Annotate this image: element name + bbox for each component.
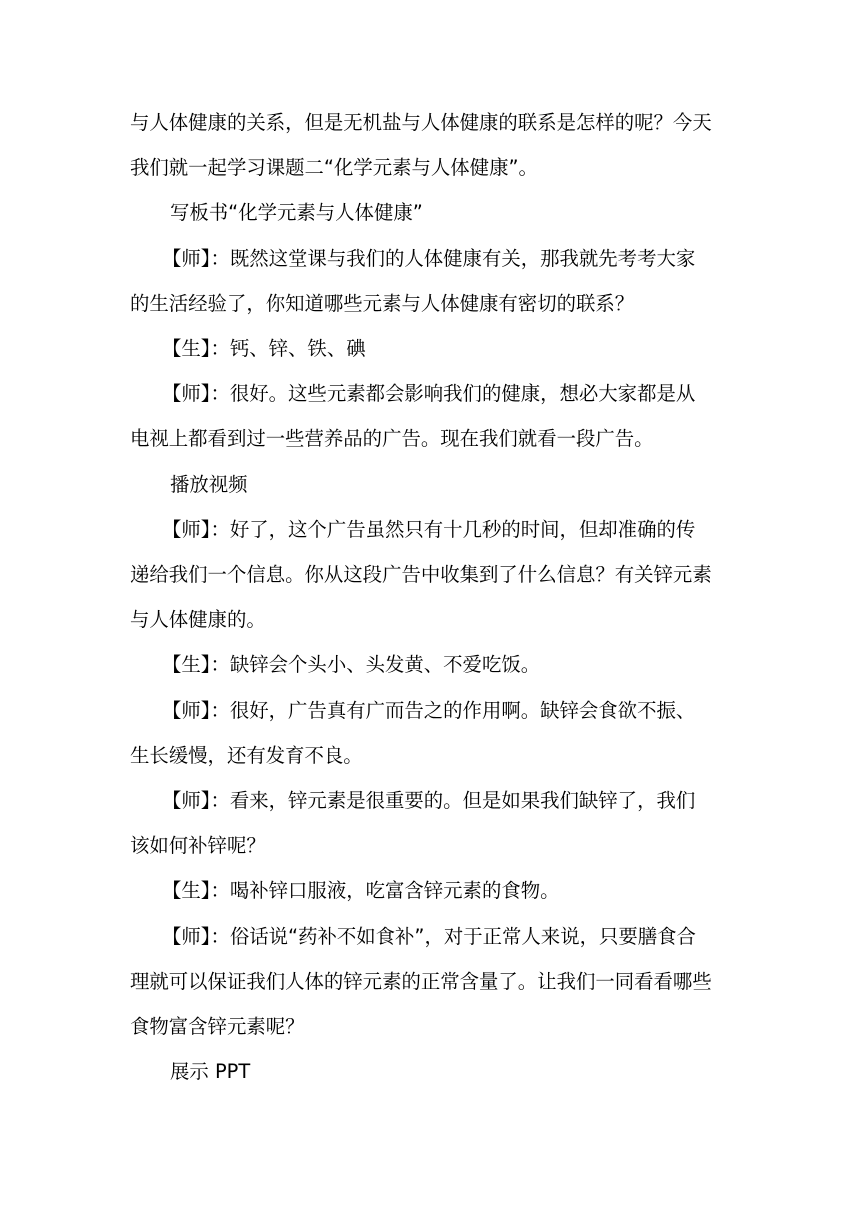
paragraph-show-ppt	[130, 1049, 730, 1094]
text-line: 【师】：俗话说“药补不如食补”，对于正常人来说，只要膳食合	[162, 924, 696, 948]
text-line: 我们就一起学习课题二“化学元素与人体健康”。	[130, 156, 538, 180]
text-line: 与人体健康的。	[130, 608, 266, 632]
paragraph-blackboard-note	[130, 190, 730, 235]
text-line: 递给我们一个信息。你从这段广告中收集到了什么信息？有关锌元素	[130, 563, 712, 587]
text-line: 【生】：喝补锌口服液，吃富含锌元素的食物。	[162, 879, 560, 903]
text-line: 食物富含锌元素呢？	[130, 1015, 305, 1039]
paragraph-teacher-5	[130, 778, 730, 868]
text-line: 【师】：好了，这个广告虽然只有十几秒的时间，但却准确的传	[162, 517, 696, 541]
text-line: 【师】：很好。这些元素都会影响我们的健康，想必大家都是从	[162, 382, 696, 406]
text-line: 该如何补锌呢？	[130, 834, 266, 858]
text-line: 展示 PPT	[170, 1060, 251, 1084]
paragraph-teacher-6	[130, 914, 730, 1050]
text-line: 写板书“化学元素与人体健康”	[170, 201, 423, 225]
text-line: 生长缓慢，还有发育不良。	[130, 743, 363, 767]
text-line: 【生】：缺锌会个头小、头发黄、不爱吃饭。	[162, 653, 541, 677]
text-line: 理就可以保证我们人体的锌元素的正常含量了。让我们一同看看哪些	[130, 969, 712, 993]
paragraph-student-1	[130, 326, 730, 371]
text-line: 【师】：既然这堂课与我们的人体健康有关，那我就先考考大家	[162, 246, 696, 270]
text-line: 电视上都看到过一些营养品的广告。现在我们就看一段广告。	[130, 427, 654, 451]
text-line: 【师】：看来，锌元素是很重要的。但是如果我们缺锌了，我们	[162, 789, 696, 813]
document-page	[130, 100, 730, 1094]
paragraph-teacher-1	[130, 236, 730, 326]
text-line: 【师】：很好，广告真有广而告之的作用啊。缺锌会食欲不振、	[162, 698, 696, 722]
paragraph-play-video	[130, 462, 730, 507]
text-line: 与人体健康的关系，但是无机盐与人体健康的联系是怎样的呢？今天	[130, 111, 712, 134]
paragraph-intro	[130, 100, 730, 190]
paragraph-student-3	[130, 868, 730, 913]
paragraph-teacher-2	[130, 371, 730, 461]
paragraph-teacher-4	[130, 688, 730, 778]
paragraph-student-2	[130, 642, 730, 687]
text-line: 播放视频	[170, 472, 248, 496]
text-line: 的生活经验了，你知道哪些元素与人体健康有密切的联系？	[130, 291, 635, 315]
text-line: 【生】：钙、锌、铁、碘	[162, 337, 366, 361]
paragraph-teacher-3	[130, 507, 730, 643]
